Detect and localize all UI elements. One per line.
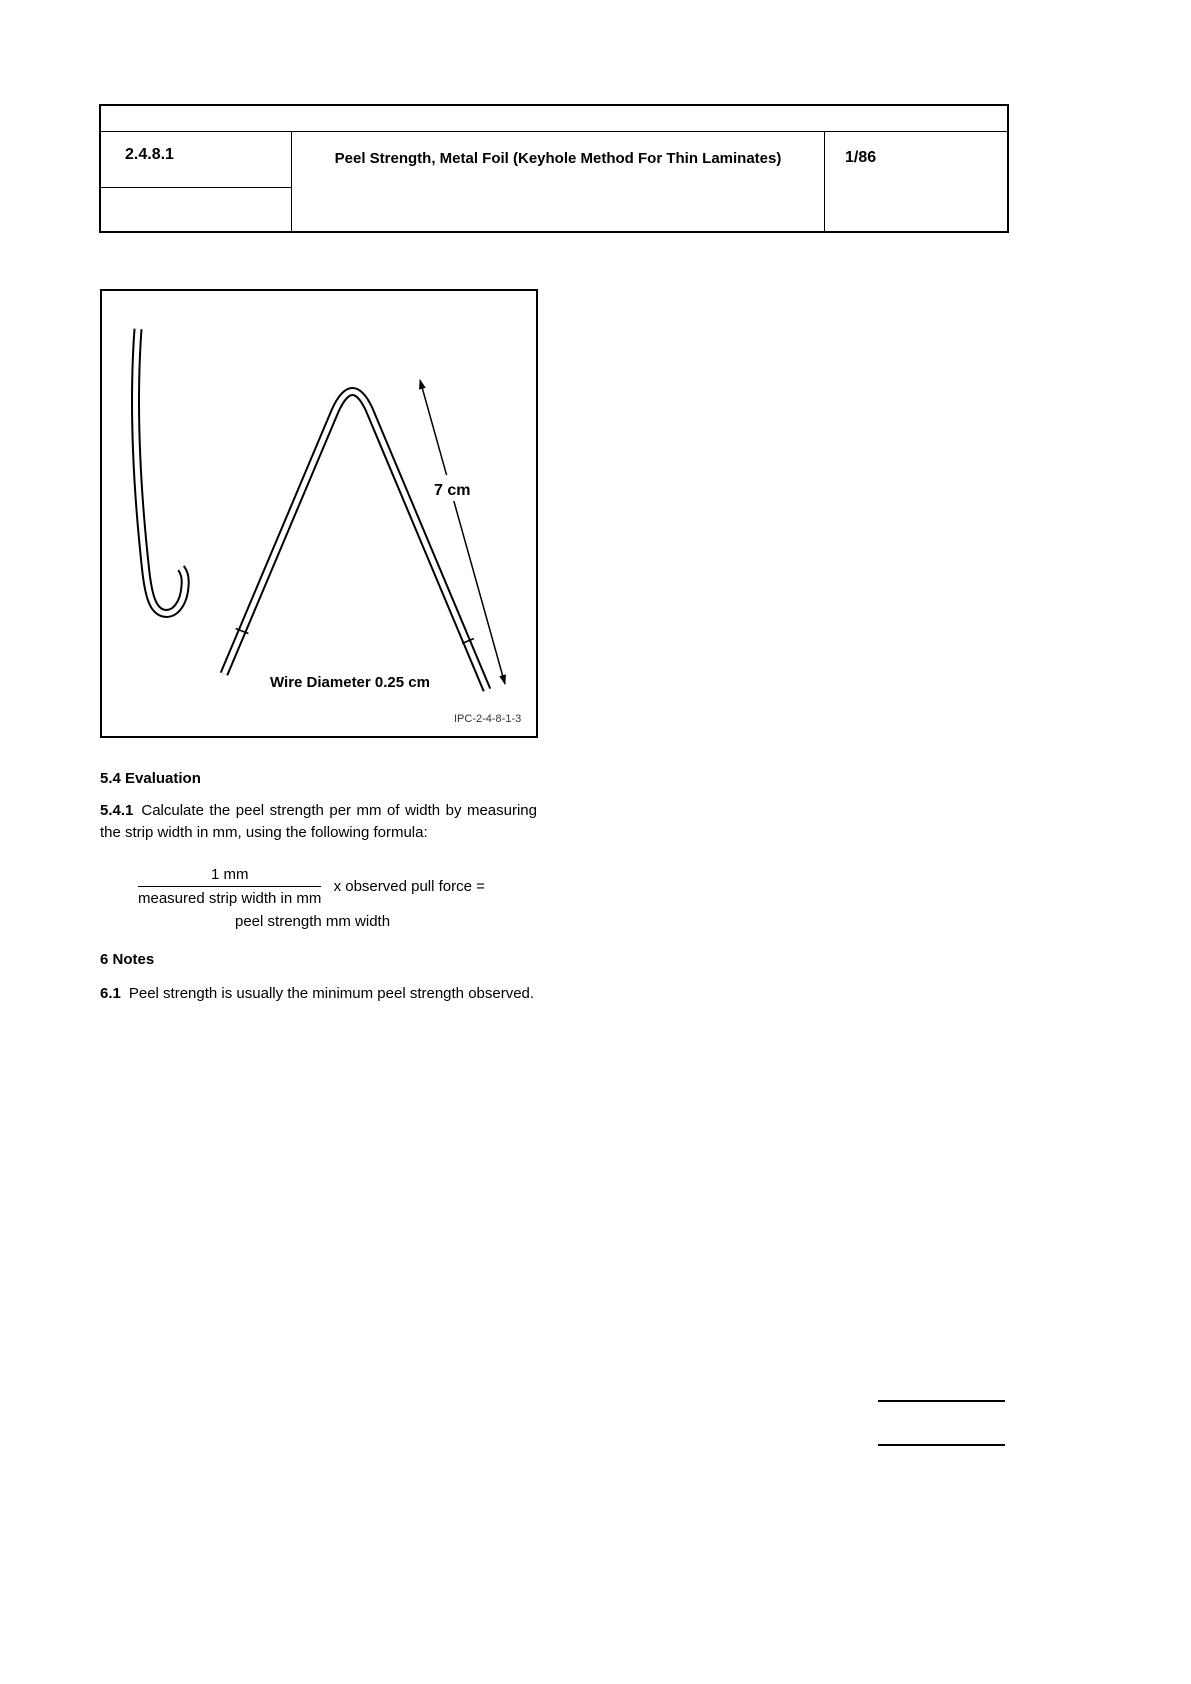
header-top-row <box>101 106 1007 132</box>
formula-result: peel strength mm width <box>235 913 391 930</box>
figure-number: IPC-2-4-8-1-3 <box>454 713 522 725</box>
formula-fraction <box>138 866 321 907</box>
wire-diameter-label: Wire Diameter 0.25 cm <box>270 674 430 691</box>
section-heading-notes: 6 Notes <box>100 951 155 968</box>
header-table <box>99 104 1009 233</box>
paragraph-text: Peel strength is usually the minimum peel strength observed. <box>128 985 535 1002</box>
keyhole-diagram <box>102 291 536 736</box>
doc-title: Peel Strength, Metal Foil (Keyhole Method For Thin Laminates) <box>334 150 782 167</box>
doc-number: 2.4.8.1 <box>125 146 174 163</box>
wire-loop-outline <box>224 391 487 690</box>
wire-loop-core <box>224 391 487 690</box>
header-column-divider <box>291 131 292 231</box>
formula-operator: x observed pull force = <box>333 878 485 895</box>
figure-box <box>100 289 538 738</box>
paragraph-number: 5.4.1 <box>100 802 134 819</box>
header-column-divider <box>824 131 825 231</box>
formula-denominator: measured strip width in mm <box>138 890 322 907</box>
formula <box>138 866 485 907</box>
header-left-cell-divider <box>101 187 291 188</box>
paragraph-6-1 <box>100 983 537 1005</box>
footer-line <box>878 1444 1005 1446</box>
paragraph-5-4-1 <box>100 800 537 844</box>
doc-date: 1/86 <box>845 149 877 166</box>
wire-hook-outline <box>136 329 186 613</box>
formula-numerator: 1 mm <box>138 866 321 887</box>
footer-line <box>878 1400 1005 1402</box>
paragraph-number: 6.1 <box>100 985 121 1002</box>
paragraph-text: Calculate the peel strength per mm of width by measuring the strip width in mm, using the following formula: <box>100 802 537 841</box>
section-heading-evaluation: 5.4 Evaluation <box>100 770 201 787</box>
dimension-label: 7 cm <box>434 482 471 499</box>
